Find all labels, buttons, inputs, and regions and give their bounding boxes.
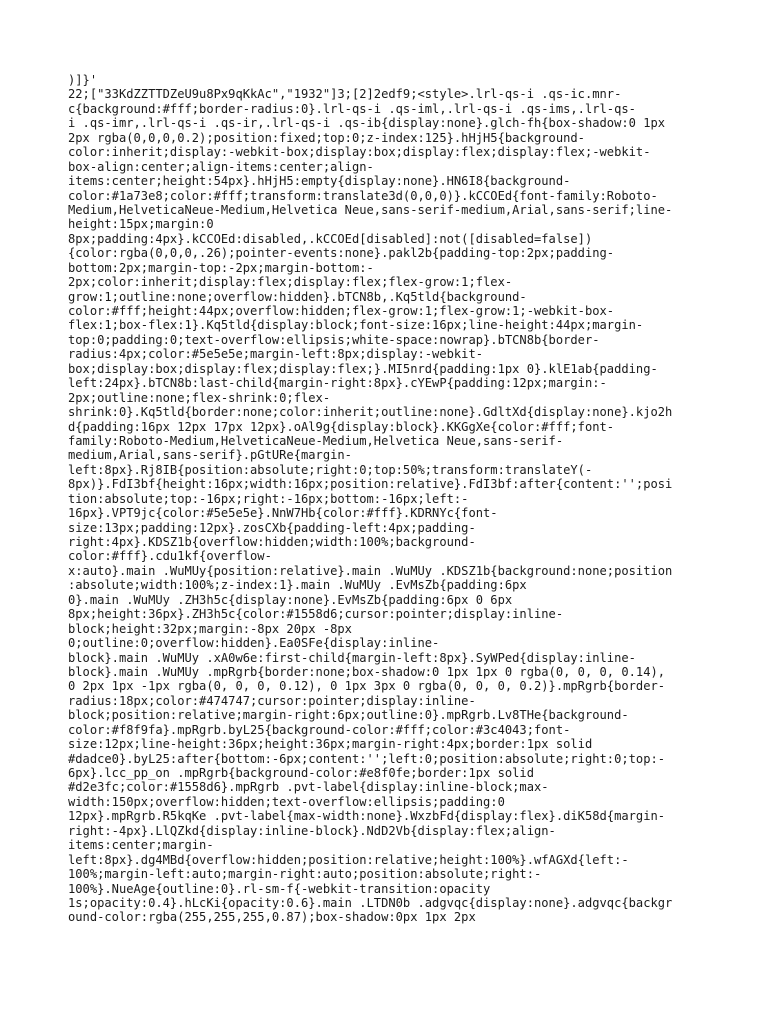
text-line: 2px;outline:none;flex-shrink:0;flex- — [68, 390, 331, 405]
text-line: height:15px;margin:0 — [68, 217, 214, 232]
text-line: #d2e3fc;color:#1558d6}.mpRgrb .pvt-label{display:inline-block;max- — [68, 780, 549, 795]
text-line: x:auto}.main .WuMUy{position:relative}.main .WuMUy .KDSZ1b{background:none;position — [68, 563, 673, 578]
text-line: color:#fff}.cdu1kf{overflow- — [68, 549, 272, 564]
text-line: color:#fff;height:44px;overflow:hidden;flex-grow:1;flex-grow:1;-webkit-box- — [68, 304, 615, 318]
text-line: color:inherit;display:-webkit-box;display:box;display:flex;display:flex;-webkit- — [68, 145, 651, 160]
text-line: 0;outline:0;overflow:hidden}.Ea0SFe{display:inline- — [68, 636, 440, 651]
text-line: block;position:relative;margin-right:6px;outline:0}.mpRgrb.Lv8THe{background- — [68, 708, 629, 723]
text-line: {color:rgba(0,0,0,.26);pointer-events:none}.pakl2b{padding-top:2px;padding- — [68, 246, 615, 261]
text-line: width:150px;overflow:hidden;text-overflow:ellipsis;padding:0 — [68, 794, 505, 809]
text-line: block}.main .WuMUy .mpRgrb{border:none;box-shadow:0 1px 1px 0 rgba(0, 0, 0, 0.14), — [68, 664, 666, 679]
text-line: top:0;padding:0;text-overflow:ellipsis;white-space:nowrap}.bTCN8b{border- — [68, 332, 600, 347]
text-line: family:Roboto-Medium,HelveticaNeue-Medium,Helvetica Neue,sans-serif- — [68, 433, 564, 448]
text-line: radius:4px;color:#5e5e5e;margin-left:8px;display:-webkit- — [68, 347, 484, 362]
text-line: block;height:32px;margin:-8px 20px -8px — [68, 621, 352, 636]
text-line: Medium,HelveticaNeue-Medium,Helvetica Neue,sans-serif-medium,Arial,sans-serif;line- — [68, 202, 673, 217]
text-line: )]}' — [68, 73, 98, 87]
text-line: items:center;height:54px}.hHjH5:empty{display:none}.HN6I8{background- — [68, 174, 571, 189]
text-line: 22;["33KdZZTTDZeU9u8Px9qKkAc","1932"]3;[2]2edf9;<style>.lrl-qs-i .qs-ic.mnr- — [68, 87, 622, 102]
text-line: 6px}.lcc_pp_on .mpRgrb{background-color:#e8f0fe;border:1px solid — [68, 766, 534, 780]
text-line: 12px}.mpRgrb.R5kqKe .pvt-label{max-width:none}.WxzbFd{display:flex}.diK58d{margin- — [68, 809, 666, 824]
text-line: shrink:0}.Kq5tld{border:none;color:inherit;outline:none}.GdltXd{display:none}.kjo2h — [68, 405, 673, 420]
text-line: 2px rgba(0,0,0,0.2);position:fixed;top:0;z-index:125}.hHjH5{background- — [68, 130, 585, 145]
text-line: i .qs-imr,.lrl-qs-i .qs-ir,.lrl-qs-i .qs-ib{display:none}.glch-fh{box-shadow:0 1px — [68, 116, 666, 131]
text-line: 2px;color:inherit;display:flex;display:flex;flex-grow:1;flex- — [68, 275, 513, 290]
text-line: #dadce0}.byL25:after{bottom:-6px;content:'';left:0;position:absolute;right:0;top:- — [68, 751, 666, 766]
text-line: 100%}.NueAge{outline:0}.rl-sm-f{-webkit-transition:opacity — [68, 881, 491, 896]
text-line: left:24px}.bTCN8b:last-child{margin-right:8px}.cYEwP{padding:12px;margin:- — [68, 376, 607, 391]
text-line: bottom:2px;margin-top:-2px;margin-bottom:- — [68, 260, 374, 275]
text-line: 0 2px 1px -1px rgba(0, 0, 0, 0.12), 0 1px 3px 0 rgba(0, 0, 0, 0.2)}.mpRgrb{border- — [68, 679, 666, 694]
text-line: items:center;margin- — [68, 838, 214, 853]
text-line: medium,Arial,sans-serif}.pGtURe{margin- — [68, 448, 352, 463]
text-line: block}.main .WuMUy .xA0w6e:first-child{margin-left:8px}.SyWPed{display:inline- — [68, 650, 636, 665]
text-line: 16px}.VPT9jc{color:#5e5e5e}.NnW7Hb{color:#fff}.KDRNYc{font- — [68, 506, 498, 521]
text-line: 8px;padding:4px}.kCCOEd:disabled,.kCCOEd[disabled]:not([disabled=false]) — [68, 231, 593, 246]
text-line: size:12px;line-height:36px;height:36px;margin-right:4px;border:1px solid — [68, 737, 593, 752]
raw-response-text — [68, 73, 708, 925]
text-line: :absolute;width:100%;z-index:1}.main .WuMUy .EvMsZb{padding:6px — [68, 578, 527, 593]
text-line: right:-4px}.LlQZkd{display:inline-block}.NdD2Vb{display:flex;align- — [68, 823, 556, 838]
text-line: size:13px;padding:12px}.zosCXb{padding-left:4px;padding- — [68, 520, 476, 535]
text-line: 8px;height:36px}.ZH3h5c{color:#1558d6;cursor:pointer;display:inline- — [68, 607, 564, 622]
text-line: color:#f8f9fa}.mpRgrb.byL25{background-color:#fff;color:#3c4043;font- — [68, 722, 571, 737]
text-line: color:#1a73e8;color:#fff;transform:translate3d(0,0,0)}.kCCOEd{font-family:Roboto- — [68, 188, 658, 203]
text-line: box-align:center;align-items:center;align- — [68, 159, 374, 174]
text-line: d{padding:16px 12px 17px 12px}.oAl9g{display:block}.KKGgXe{color:#fff;font- — [68, 419, 615, 434]
text-line: 1s;opacity:0.4}.hLcKi{opacity:0.6}.main .LTDN0b .adgvqc{display:none}.adgvqc{backgr — [68, 895, 673, 910]
text-line: left:8px}.dg4MBd{overflow:hidden;position:relative;height:100%}.wfAGXd{left:- — [68, 852, 629, 867]
text-line: right:4px}.KDSZ1b{overflow:hidden;width:100%;background- — [68, 535, 476, 549]
text-line: ound-color:rgba(255,255,255,0.87);box-shadow:0px 1px 2px — [68, 910, 476, 925]
text-line: radius:18px;color:#474747;cursor:pointer;display:inline- — [68, 693, 476, 708]
text-line: 100%;margin-left:auto;margin-right:auto;position:absolute;right:- — [68, 867, 542, 882]
text-line: left:8px}.Rj8IB{position:absolute;right:0;top:50%;transform:translateY(- — [68, 462, 593, 477]
text-line: box;display:box;display:flex;display:flex;}.MI5nrd{padding:1px 0}.klE1ab{padding- — [68, 361, 658, 376]
text-line: 0}.main .WuMUy .ZH3h5c{display:none}.EvMsZb{padding:6px 0 6px — [68, 592, 513, 607]
text-line: tion:absolute;top:-16px;right:-16px;bottom:-16px;left:- — [68, 491, 469, 506]
text-line: 8px)}.FdI3bf{height:16px;width:16px;position:relative}.FdI3bf:after{content:'';posi — [68, 477, 673, 492]
text-line: flex:1;box-flex:1}.Kq5tld{display:block;font-size:16px;line-height:44px;margin- — [68, 318, 644, 333]
text-line: c{background:#fff;border-radius:0}.lrl-qs-i .qs-iml,.lrl-qs-i .qs-ims,.lrl-qs- — [68, 101, 636, 116]
text-line: grow:1;outline:none;overflow:hidden}.bTCN8b,.Kq5tld{background- — [68, 289, 527, 304]
